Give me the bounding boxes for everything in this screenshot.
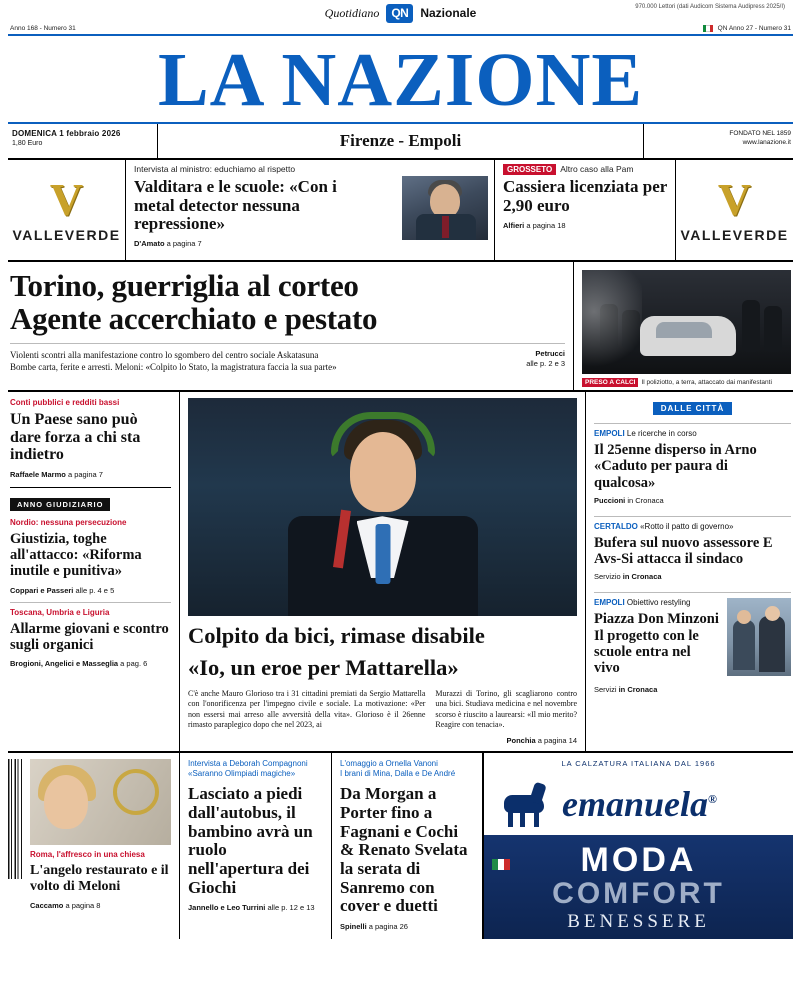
right-item1-author: Puccioni xyxy=(594,495,626,505)
right-item3-photo xyxy=(727,598,791,676)
left-item2-byline xyxy=(10,586,171,595)
bottom-col2-page: alle p. 12 e 13 xyxy=(265,903,315,913)
promo-byline-page: a pagina 7 xyxy=(164,239,202,249)
center-body-text xyxy=(188,689,577,731)
center-byline xyxy=(188,736,577,745)
date-block xyxy=(8,124,158,158)
bottom-col1-author: Caccamo xyxy=(30,900,64,910)
lead-photo-caption-text: Il poliziotto, a terra, attaccato dai manifestanti xyxy=(641,379,772,387)
italian-flag-icon xyxy=(703,25,714,32)
lead-photo-caption xyxy=(582,379,791,386)
qn-logo: QN xyxy=(386,4,413,23)
left-item2-headline: Giustizia, toghe all'attacco: «Riforma inutile e punitiva» xyxy=(10,530,142,580)
right-item-piazza-don-minzoni[interactable] xyxy=(594,598,791,680)
right-divider-2 xyxy=(594,592,791,593)
right-item3-author: Servizi xyxy=(594,685,617,695)
advert-brand-text: emanuela xyxy=(562,784,709,825)
right-divider-0 xyxy=(594,423,791,424)
advert-tagline: LA CALZATURA ITALIANA DAL 1966 xyxy=(561,758,716,768)
bottom-col1-headline: L'angelo restaurato e il volto di Meloni xyxy=(30,863,169,895)
advert-right-valleverde[interactable] xyxy=(675,160,793,260)
founded-year: FONDATO NEL 1859 xyxy=(729,130,791,138)
lead-subhead-line2: Bombe carta, ferite e arresti. Meloni: «Colpito lo Stato, la magistratura faccia la sua parte» xyxy=(10,362,337,373)
right-item1-location: EMPOLI xyxy=(594,429,625,439)
left-item2-kicker: Nordio: nessuna persecuzione xyxy=(10,517,127,527)
right-item3-kicker xyxy=(594,598,719,607)
promo-kicker-text-2: Altro caso alla Pam xyxy=(560,164,634,175)
publication-date: DOMENICA 1 febbraio 2026 xyxy=(12,129,121,139)
lead-text-block xyxy=(8,262,573,390)
promo-headline: Valditara e le scuole: «Con i metal detector nessuna repressione» xyxy=(134,177,337,233)
barcode xyxy=(8,753,22,939)
bottom-row xyxy=(8,753,793,939)
left-divider-1 xyxy=(10,487,171,488)
qn-nazionale-label: Nazionale xyxy=(420,6,477,20)
advert-right-name: VALLEVERDE xyxy=(680,227,789,244)
center-column[interactable] xyxy=(180,392,585,751)
left-item1-page: a pagina 7 xyxy=(65,469,103,479)
left-item-conti-pubblici[interactable] xyxy=(10,398,171,479)
center-text-col2: Murazzi di Torino, gli scagliarono contro una bici. Studiava medicina e nel novembre scorso è riuscito a laurearsi: «Il mio merito? Reagire con tenacia». xyxy=(435,688,577,729)
bottom-col3-page: a pagina 26 xyxy=(366,922,408,932)
left-item-allarme-giovani[interactable] xyxy=(10,608,171,668)
left-column xyxy=(8,392,180,751)
right-item2-kicker xyxy=(594,522,791,531)
lead-credit-pages: alle p. 2 e 3 xyxy=(526,359,565,369)
qn-logo-group xyxy=(325,4,477,23)
lead-story[interactable] xyxy=(8,262,793,392)
right-item1-headline: Il 25enne disperso in Arno «Caduto per paura di qualcosa» xyxy=(594,442,757,491)
valleverde-mark-icon-right: V xyxy=(717,174,752,226)
lead-photo-block xyxy=(573,262,793,390)
left-section-badge: ANNO GIUDIZIARIO xyxy=(10,498,110,511)
advert-banner xyxy=(484,835,793,939)
right-column xyxy=(585,392,793,751)
bottom-col2-kicker xyxy=(188,759,323,779)
center-byline-page: a pagina 14 xyxy=(535,736,577,746)
right-item3-page: in Cronaca xyxy=(616,685,658,695)
right-item2-headline: Bufera sul nuovo assessore E Avs-Si attacca il sindaco xyxy=(594,534,773,568)
center-headline-line1: Colpito da bici, rimase disabile xyxy=(188,623,485,649)
promo-item-grosseto[interactable] xyxy=(495,160,675,260)
left-item3-kicker: Toscana, Umbria e Liguria xyxy=(10,607,110,617)
center-text-col1: C'è anche Mauro Glorioso tra i 31 cittadini premiati da Sergio Mattarella con l'onorificenza per l'impegno civile e sociale. La motivazione: «Per non essersi mai arreso alle avversità della vita». Glorioso è il 26enne rimasto paraplegico dopo che nel 2023, ai xyxy=(188,688,426,729)
right-item-certaldo[interactable] xyxy=(594,522,791,585)
left-item1-author: Raffaele Marmo xyxy=(10,469,66,479)
three-column-body xyxy=(8,392,793,753)
valleverde-mark-icon: V xyxy=(49,174,84,226)
bottom-col1-page: a pagina 8 xyxy=(63,900,101,910)
left-item1-byline xyxy=(10,470,171,479)
bottom-col3-headline: Da Morgan a Porter fino a Fagnani e Cochi & Renato Svelata la serata di Sanremo con cover e duetti xyxy=(340,784,468,916)
right-item1-page: in Cronaca xyxy=(625,495,664,505)
promo-byline-2 xyxy=(503,221,667,230)
promo-headline-2: Cassiera licenziata per 2,90 euro xyxy=(503,177,667,215)
left-divider-2 xyxy=(10,602,171,603)
left-item1-kicker: Conti pubblici e redditi bassi xyxy=(10,398,120,408)
bottom-item-sanremo[interactable] xyxy=(332,753,484,939)
advert-brand-name xyxy=(562,783,717,825)
lead-credit xyxy=(479,349,565,369)
horse-icon xyxy=(500,781,552,827)
bottom-col2-headline: Lasciato a piedi dall'autobus, il bambino avrà un ruolo nell'apertura dei Giochi xyxy=(188,784,313,897)
right-item3-location: EMPOLI xyxy=(594,598,625,608)
right-item1-byline xyxy=(594,496,791,505)
promo-kicker: Intervista al ministro: educhiamo al rispetto xyxy=(134,164,296,175)
promo-byline-author: D'Amato xyxy=(134,239,165,249)
promo-item-valditara[interactable] xyxy=(126,160,495,260)
edition-infobar xyxy=(8,124,793,158)
bottom-col3-kicker xyxy=(340,759,474,779)
lead-subhead-line1: Violenti scontri alla manifestazione contro lo sgombero del centro sociale Askatasuna xyxy=(10,350,319,361)
right-item2-page: in Cronaca xyxy=(620,572,662,582)
bottom-col3-byline xyxy=(340,922,474,931)
right-badge-wrap xyxy=(594,398,791,416)
advert-word-comfort: COMFORT xyxy=(552,877,725,911)
qn-quotidiano-label: Quotidiano xyxy=(324,5,380,20)
promo-byline xyxy=(134,239,486,248)
right-divider-1 xyxy=(594,516,791,517)
right-item1-kicker-text: Le ricerche in corso xyxy=(626,429,697,439)
right-item3-headline: Piazza Don Minzoni Il progetto con le scuole entra nel vivo xyxy=(594,611,719,677)
issue-right-meta: QN Anno 27 - Numero 31 xyxy=(717,25,791,32)
issue-left-meta: Anno 168 - Numero 31 xyxy=(10,25,76,32)
bottom-col3-kicker-line1: L'omaggio a Ornella Vanoni xyxy=(340,759,438,769)
bottom-col2-kicker-line2: «Saranno Olimpiadi magiche» xyxy=(188,769,296,779)
right-item3-byline xyxy=(594,685,791,694)
center-byline-author: Ponchia xyxy=(506,736,536,746)
left-item-giustizia[interactable] xyxy=(10,518,171,595)
promo-byline-author-2: Alfieri xyxy=(503,220,525,230)
bottom-col2-byline xyxy=(188,903,323,912)
bottom-advert-emanuela[interactable] xyxy=(484,753,793,939)
center-headline-line2: «Io, un eroe per Mattarella» xyxy=(188,655,459,681)
right-item2-location: CERTALDO xyxy=(594,521,638,531)
right-item2-kicker-text: «Rotto il patto di governo» xyxy=(640,521,734,531)
left-item3-author: Brogioni, Angelici e Masseglia xyxy=(10,659,119,669)
advert-left-name: VALLEVERDE xyxy=(12,227,121,244)
bottom-col3-author: Spinelli xyxy=(340,922,367,932)
promo-photo-valditara xyxy=(402,176,488,240)
audience-note: 970.000 Lettori (dati Audicom Sistema Audipress 2025/I) xyxy=(635,4,785,10)
center-photo-glorioso xyxy=(188,398,577,616)
issue-right-meta-group xyxy=(703,25,791,32)
qn-top-strip xyxy=(8,0,793,22)
right-item1-kicker xyxy=(594,429,791,438)
lead-headline-line2: Agente accerchiato e pestato xyxy=(10,300,378,336)
advert-word-benessere: BENESSERE xyxy=(567,911,710,933)
advert-brand-mark: ® xyxy=(708,792,717,807)
lead-photo xyxy=(582,270,791,374)
bottom-col1-caption: Roma, l'affresco in una chiesa xyxy=(30,850,145,860)
page-title: LA NAZIONE xyxy=(157,38,644,122)
bottom-item-olimpiadi[interactable] xyxy=(180,753,332,939)
bottom-col2-kicker-line1: Intervista a Deborah Compagnoni xyxy=(188,759,308,769)
bottom-col2-author: Jannello e Leo Turrini xyxy=(188,903,266,913)
promo-location-tag: GROSSETO xyxy=(503,164,556,175)
lead-headline-line1: Torino, guerriglia al corteo xyxy=(10,268,359,304)
advert-flag-icon xyxy=(492,859,510,870)
left-item3-byline xyxy=(10,659,171,668)
promo-byline-page-2: a pagina 18 xyxy=(524,220,566,230)
left-item1-headline: Un Paese sano può dare forza a chi sta indietro xyxy=(10,411,141,464)
founded-block xyxy=(643,124,793,158)
lead-photo-tag: PRESO A CALCI xyxy=(582,378,638,387)
bottom-col3-kicker-line2: I brani di Mina, Dalla e De André xyxy=(340,769,456,779)
bottom-item-angelo-restaurato[interactable] xyxy=(22,753,180,939)
left-item3-page: a pag. 6 xyxy=(118,659,148,669)
right-section-badge: DALLE CITTÀ xyxy=(653,402,732,415)
advert-word-moda: MODA xyxy=(580,841,697,880)
right-item2-author: Servizio xyxy=(594,572,621,582)
left-item2-author: Coppari e Passeri xyxy=(10,585,74,595)
bottom-col1-byline xyxy=(30,901,171,910)
lead-subhead xyxy=(10,343,565,373)
cover-price: 1,80 Euro xyxy=(12,140,43,148)
bottom-photo-meloni xyxy=(30,759,171,845)
promo-row xyxy=(8,160,793,262)
left-item3-headline: Allarme giovani e scontro sugli organici xyxy=(10,620,169,653)
right-item-empoli-arno[interactable] xyxy=(594,429,791,509)
issue-meta-strip xyxy=(8,22,793,34)
right-item3-kicker-text: Obiettivo restyling xyxy=(626,598,691,608)
website-url[interactable]: www.lanazione.it xyxy=(742,139,791,147)
promo-kicker-2 xyxy=(503,164,667,174)
right-item2-byline xyxy=(594,572,791,581)
left-item2-page: alle p. 4 e 5 xyxy=(73,585,115,595)
advert-brand-row xyxy=(484,773,793,835)
advert-left-valleverde[interactable] xyxy=(8,160,126,260)
lead-credit-author: Petrucci xyxy=(535,349,565,359)
edition-name: Firenze - Empoli xyxy=(339,131,462,151)
